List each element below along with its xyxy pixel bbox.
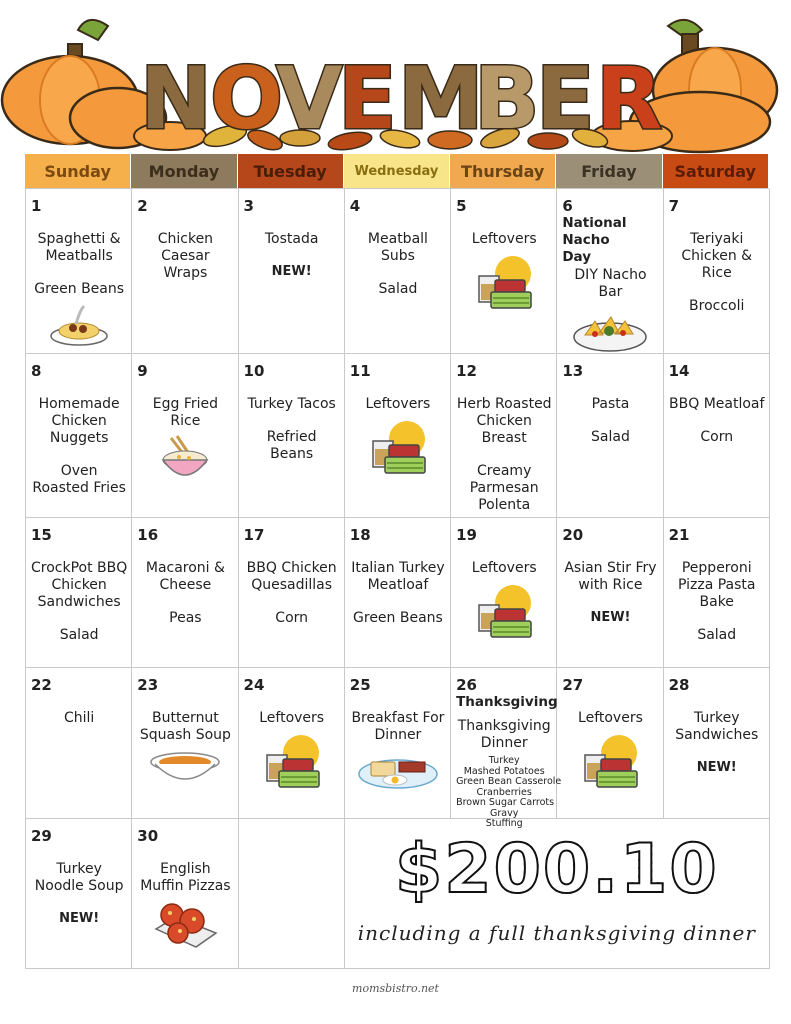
day-number: 6 bbox=[562, 197, 573, 215]
day-number: 16 bbox=[137, 526, 159, 544]
meal-name: Herb Roasted Chicken Breast bbox=[456, 396, 552, 446]
title-letter: M bbox=[398, 49, 484, 149]
side-dish: Green Beans bbox=[34, 281, 125, 297]
day-number: 22 bbox=[31, 676, 52, 694]
day-cell bbox=[451, 189, 557, 354]
day-cell bbox=[451, 354, 557, 518]
day-cell bbox=[26, 668, 132, 819]
total-price: $200.10 bbox=[394, 830, 719, 909]
meal-name: Breakfast For Dinner bbox=[351, 710, 445, 743]
day-number: 24 bbox=[243, 676, 265, 694]
day-cell bbox=[239, 354, 345, 518]
muffin-pizza-icon bbox=[137, 901, 233, 953]
day-cell bbox=[345, 189, 451, 354]
title-letter: R bbox=[596, 49, 663, 149]
day-number: 9 bbox=[137, 362, 148, 380]
empty-cell bbox=[239, 819, 345, 969]
weekday-saturday: Saturday bbox=[663, 154, 769, 188]
title-letter: E bbox=[536, 49, 595, 149]
meal-name: Thanksgiving Dinner bbox=[457, 718, 551, 751]
day-number: 2 bbox=[137, 197, 148, 215]
new-badge: NEW! bbox=[696, 760, 737, 775]
side-dish: Salad bbox=[378, 281, 418, 297]
leftovers-icon bbox=[244, 733, 340, 793]
day-cell bbox=[557, 189, 663, 354]
day-number: 30 bbox=[137, 827, 159, 845]
day-cell bbox=[132, 189, 238, 354]
title-letter: E bbox=[338, 49, 397, 149]
day-cell bbox=[345, 668, 451, 819]
weekday-wednesday: Wednesday bbox=[344, 154, 450, 188]
day-number: 5 bbox=[456, 197, 467, 215]
meal-name: Pasta bbox=[591, 396, 630, 412]
spaghetti-icon bbox=[31, 304, 127, 352]
day-number: 29 bbox=[31, 827, 52, 845]
day-number: 10 bbox=[243, 362, 265, 380]
day-number: 12 bbox=[456, 362, 477, 380]
day-cell bbox=[451, 668, 562, 829]
side-dish: Salad bbox=[591, 429, 630, 445]
pumpkin-banner-art bbox=[0, 0, 791, 152]
day-cell bbox=[664, 354, 770, 518]
rice-bowl-icon bbox=[137, 436, 233, 490]
meal-name: Pepperoni Pizza Pasta Bake bbox=[677, 560, 756, 610]
meal-calendar bbox=[25, 154, 769, 969]
side-dish: Corn bbox=[700, 429, 734, 445]
weekday-tuesday: Tuesday bbox=[238, 154, 344, 188]
budget-summary bbox=[345, 819, 770, 969]
banner-title bbox=[140, 49, 662, 149]
title-letter: B bbox=[474, 49, 540, 149]
leftovers-icon bbox=[562, 733, 658, 793]
breakfast-plate-icon bbox=[350, 750, 446, 794]
calendar-grid bbox=[25, 188, 769, 969]
day-number: 26 bbox=[456, 676, 477, 694]
list-item: Gravy bbox=[490, 807, 519, 819]
soup-bowl-icon bbox=[137, 750, 233, 790]
day-cell bbox=[26, 354, 132, 518]
meal-name: Butternut Squash Soup bbox=[139, 710, 231, 743]
day-cell bbox=[664, 518, 770, 668]
weekday-thursday: Thursday bbox=[450, 154, 556, 188]
day-cell bbox=[26, 518, 132, 668]
meal-name: Leftovers bbox=[365, 396, 431, 412]
meal-name: Leftovers bbox=[471, 560, 537, 576]
day-cell bbox=[239, 518, 345, 668]
day-cell bbox=[239, 668, 345, 819]
day-number: 19 bbox=[456, 526, 477, 544]
list-item: Mashed Potatoes bbox=[463, 765, 545, 777]
new-badge: NEW! bbox=[271, 264, 312, 279]
day-number: 23 bbox=[137, 676, 159, 694]
day-cell bbox=[664, 668, 770, 819]
leftovers-icon bbox=[456, 254, 552, 314]
day-number: 3 bbox=[243, 197, 254, 215]
nachos-icon bbox=[562, 307, 658, 357]
meal-name: Tostada bbox=[264, 231, 319, 247]
day-number: 27 bbox=[562, 676, 584, 694]
day-cell bbox=[345, 354, 451, 518]
weekday-monday: Monday bbox=[131, 154, 237, 188]
weekday-friday: Friday bbox=[556, 154, 662, 188]
day-number: 15 bbox=[31, 526, 52, 544]
day-number: 20 bbox=[562, 526, 584, 544]
day-number: 4 bbox=[349, 197, 361, 215]
meal-name: Leftovers bbox=[471, 231, 537, 247]
meal-name: Teriyaki Chicken & Rice bbox=[681, 231, 753, 281]
meal-name: Asian Stir Fry with Rice bbox=[564, 560, 657, 593]
side-dish: Salad bbox=[59, 627, 99, 643]
list-item: Cranberries bbox=[476, 786, 532, 798]
meal-name: Spaghetti & Meatballs bbox=[37, 231, 121, 264]
day-cell bbox=[132, 518, 238, 668]
day-number: 21 bbox=[668, 526, 690, 544]
november-banner bbox=[0, 0, 791, 152]
price-note: including a full thanksgiving dinner bbox=[357, 921, 756, 945]
day-cell bbox=[557, 668, 663, 819]
side-dish: Refried Beans bbox=[266, 429, 317, 462]
day-number: 13 bbox=[562, 362, 584, 380]
day-number: 7 bbox=[668, 197, 680, 215]
meal-name: Italian Turkey Meatloaf bbox=[351, 560, 445, 593]
meal-name: Homemade Chicken Nuggets bbox=[38, 396, 120, 446]
meal-name: BBQ Chicken Quesadillas bbox=[246, 560, 337, 593]
day-number: 11 bbox=[349, 362, 371, 380]
leftovers-icon bbox=[456, 583, 552, 643]
day-cell bbox=[26, 819, 132, 969]
list-item: Turkey bbox=[488, 755, 520, 766]
list-item: Green Bean Casserole bbox=[456, 776, 562, 787]
day-cell bbox=[132, 354, 238, 518]
side-dish: Green Beans bbox=[353, 610, 443, 626]
day-number: 18 bbox=[349, 526, 371, 544]
new-badge: NEW! bbox=[59, 911, 100, 926]
holiday-label: Thanksgiving bbox=[456, 694, 558, 710]
day-number: 14 bbox=[668, 362, 690, 380]
meal-name: Turkey Noodle Soup bbox=[34, 861, 124, 894]
day-cell bbox=[132, 668, 238, 819]
list-item: Stuffing bbox=[485, 818, 523, 829]
side-dish: Oven Roasted Fries bbox=[32, 463, 126, 496]
day-cell bbox=[26, 189, 132, 354]
meal-name: Turkey Tacos bbox=[247, 396, 336, 412]
meal-name: Egg Fried Rice bbox=[152, 396, 219, 429]
meal-name: CrockPot BBQ Chicken Sandwiches bbox=[31, 560, 128, 610]
day-cell bbox=[557, 354, 663, 518]
weekday-header-row bbox=[25, 154, 769, 188]
meal-name: Leftovers bbox=[578, 710, 643, 726]
meal-name: English Muffin Pizzas bbox=[140, 861, 231, 894]
side-dish: Peas bbox=[169, 610, 202, 626]
new-badge: NEW! bbox=[590, 610, 631, 625]
title-letter: V bbox=[276, 49, 343, 149]
title-letter: O bbox=[210, 49, 284, 149]
site-credit: momsbistro.net bbox=[352, 982, 439, 995]
meal-name: Macaroni & Cheese bbox=[145, 560, 225, 593]
title-letter: N bbox=[140, 49, 212, 149]
meal-name: Meatball Subs bbox=[367, 231, 428, 264]
meal-name: Chicken Caesar Wraps bbox=[157, 231, 214, 281]
meal-name: Turkey Sandwiches bbox=[675, 710, 759, 743]
side-dish: Broccoli bbox=[689, 298, 745, 314]
meal-name: Leftovers bbox=[259, 710, 325, 726]
meal-name: Chili bbox=[63, 710, 95, 726]
day-cell bbox=[132, 819, 238, 969]
meal-name: BBQ Meatloaf bbox=[669, 396, 765, 412]
side-dish: Salad bbox=[697, 627, 737, 643]
day-cell bbox=[239, 189, 345, 354]
side-dish: Creamy Parmesan Polenta bbox=[469, 463, 539, 513]
day-number: 8 bbox=[31, 362, 42, 380]
holiday-label: National Nacho Day bbox=[562, 215, 627, 265]
day-cell bbox=[345, 518, 451, 668]
day-number: 1 bbox=[31, 197, 42, 215]
day-number: 25 bbox=[349, 676, 371, 694]
day-cell bbox=[451, 518, 557, 668]
day-number: 28 bbox=[668, 676, 690, 694]
weekday-sunday: Sunday bbox=[25, 154, 131, 188]
day-number: 17 bbox=[243, 526, 265, 544]
meal-name: DIY Nacho Bar bbox=[574, 267, 647, 300]
leftovers-icon bbox=[350, 419, 446, 479]
day-cell bbox=[557, 518, 663, 668]
side-dish: Corn bbox=[275, 610, 309, 626]
day-cell bbox=[664, 189, 770, 354]
list-item: Brown Sugar Carrots bbox=[456, 797, 555, 808]
